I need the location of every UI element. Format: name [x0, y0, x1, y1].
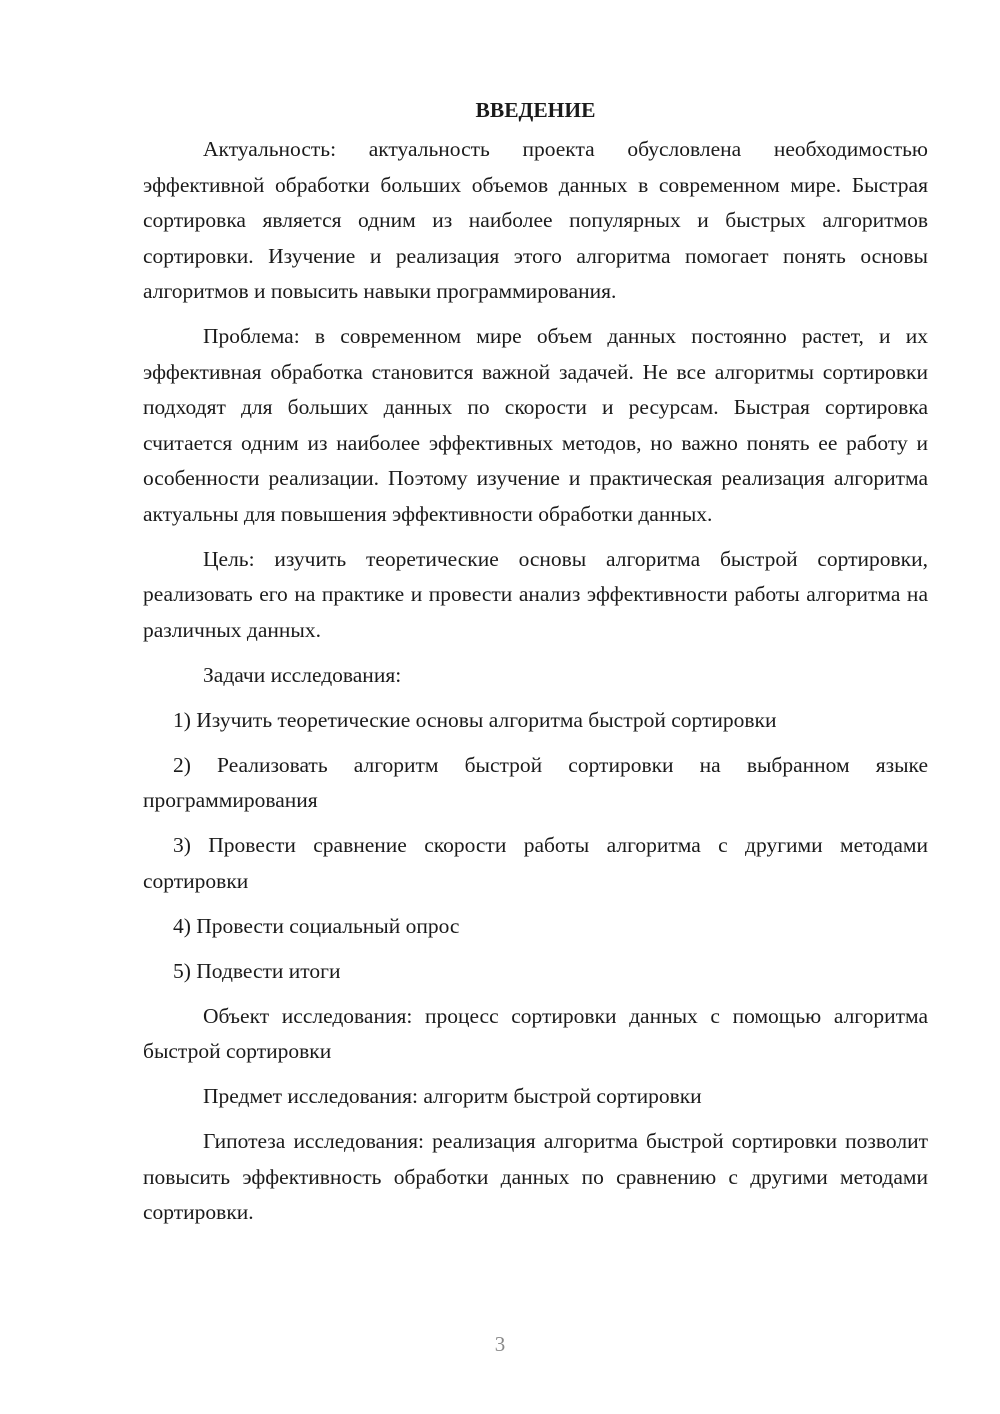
- paragraph-problem: Проблема: в современном мире объем данных постоянно растет, и их эффективная обработка становится важной задачей. Не все алгоритмы сортировки подходят для больших данных по скорости и ресурсам. Быстрая сортировка считается одним из наиболее эффективных методов, но важно понять ее работу и особенности реализации. Поэтому изучение и практическая реализация алгоритма актуальны для повышения эффективности обработки данных.: [143, 324, 928, 526]
- document-page: [143, 93, 928, 1240]
- page-number: 3: [494, 1332, 506, 1356]
- paragraph-hypothesis: Гипотеза исследования: реализация алгоритма быстрой сортировки позволит повысить эффективность обработки данных по сравнению с другими методами сортировки.: [143, 1129, 928, 1224]
- paragraph-object: Объект исследования: процесс сортировки данных с помощью алгоритма быстрой сортировки: [143, 1003, 928, 1063]
- paragraph-relevance: Актуальность: актуальность проекта обусловлена необходимостью эффективной обработки больших объемов данных в современном мире. Быстрая сортировка является одним из наиболее популярных и быстрых алгоритмов сортировки. Изучение и реализация этого алгоритма помогает понять основы алгоритмов и повысить навыки программирования.: [143, 137, 928, 303]
- task-item: 4) Провести социальный опрос: [173, 913, 460, 938]
- paragraph-subject: Предмет исследования: алгоритм быстрой сортировки: [203, 1084, 702, 1108]
- task-item: 1) Изучить теоретические основы алгоритма быстрой сортировки: [173, 707, 777, 732]
- paragraph-goal: Цель: изучить теоретические основы алгоритма быстрой сортировки, реализовать его на практике и провести анализ эффективности работы алгоритма на различных данных.: [143, 546, 928, 642]
- task-item: 2) Реализовать алгоритм быстрой сортировки на выбранном языке программирования: [143, 752, 928, 812]
- tasks-heading: Задачи исследования:: [203, 662, 402, 687]
- section-title: ВВЕДЕНИЕ: [475, 98, 596, 122]
- task-item: 5) Подвести итоги: [173, 958, 341, 983]
- task-item: 3) Провести сравнение скорости работы алгоритма с другими методами сортировки: [143, 833, 928, 893]
